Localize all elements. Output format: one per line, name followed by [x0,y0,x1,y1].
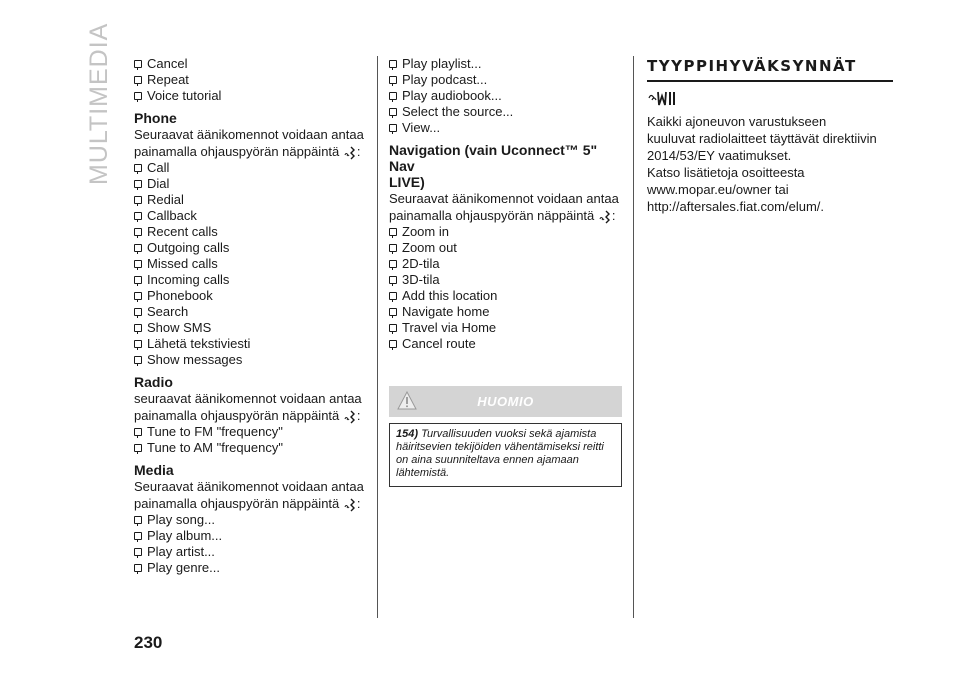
phone-intro: Seuraavat äänikomennot voidaan antaa painamalla ohjauspyörän näppäintä : [134,127,364,159]
bullet-icon [134,228,142,236]
list-item-label: Missed calls [147,256,218,271]
list-item-label: Play podcast... [402,72,488,87]
column-1 [134,56,366,576]
list-phone [134,160,366,368]
warning-banner [389,386,622,417]
list-top-col1 [134,56,366,104]
list-item-label: Voice tutorial [147,88,222,103]
list-item-label: Lähetä tekstiviesti [147,336,251,351]
list-item [134,160,366,176]
list-top-col2 [389,56,622,136]
list-item [134,88,366,104]
bullet-icon [389,340,397,348]
list-item-label: Callback [147,208,197,223]
bullet-icon [389,244,397,252]
warning-text: Turvallisuuden vuoksi sekä ajamista häiritsevien tekijöiden vähentämiseksi reitti on aina suunniteltava ennen ajamaan lähtemistä. [396,428,604,479]
warning-note [389,423,622,487]
bullet-icon [389,76,397,84]
list-item [134,320,366,336]
list-item [134,288,366,304]
list-item [134,256,366,272]
list-item [134,528,366,544]
list-item [389,256,622,272]
bullet-icon [389,260,397,268]
list-item-label: Redial [147,192,184,207]
list-item-label: View... [402,120,441,135]
heading-radio: Radio [134,374,173,390]
list-item [134,176,366,192]
list-item [389,56,622,72]
bullet-icon [134,548,142,556]
list-radio [134,424,366,456]
list-item [134,72,366,88]
list-item-label: Show messages [147,352,243,367]
list-item-label: Repeat [147,72,189,87]
bullet-icon [134,340,142,348]
list-item-label: 2D-tila [402,256,440,271]
list-item [389,320,622,336]
list-item-label: Play song... [147,512,215,527]
bullet-icon [134,444,142,452]
list-item [389,104,622,120]
bullet-icon [134,428,142,436]
list-item [134,56,366,72]
warning-title: HUOMIO [477,394,534,409]
list-item-label: 3D-tila [402,272,440,287]
bullet-icon [389,60,397,68]
list-media [134,512,366,576]
bullet-icon [134,308,142,316]
list-item [134,544,366,560]
heading-phone: Phone [134,110,177,126]
list-item-label: Dial [147,176,170,191]
list-item [389,272,622,288]
bullet-icon [134,164,142,172]
bullet-icon [134,292,142,300]
type-approval-text: Kaikki ajoneuvon varustukseen kuuluvat radiolaitteet täyttävät direktiivin 2014/53/EY vaatimukset. Katso lisätietoja osoitteesta www.mopar.eu/owner tai http://aftersales.fiat.com/elum/. [647,114,877,214]
column-3 [647,56,897,215]
list-navigation [389,224,622,352]
list-item [389,304,622,320]
list-item [134,440,366,456]
list-item-label: Outgoing calls [147,240,230,255]
list-item-label: Cancel route [402,336,476,351]
column-divider [377,56,378,618]
bullet-icon [389,108,397,116]
bullet-icon [134,60,142,68]
voice-command-icon [343,410,357,424]
column-divider [633,56,634,618]
bullet-icon [134,76,142,84]
list-item-label: Search [147,304,189,319]
list-item [389,288,622,304]
list-item-label: Phonebook [147,288,213,303]
list-item-label: Incoming calls [147,272,230,287]
bullet-icon [389,292,397,300]
list-item-label: Call [147,160,170,175]
list-item [389,88,622,104]
list-item-label: Play genre... [147,560,220,575]
radio-equipment-icon [647,88,693,108]
section-side-title: MULTIMEDIA [85,22,113,185]
heading-media: Media [134,462,174,478]
bullet-icon [389,124,397,132]
list-item [134,224,366,240]
list-item-label: Travel via Home [402,320,497,335]
list-item-label: Play album... [147,528,223,543]
list-item-label: Show SMS [147,320,212,335]
page-number: 230 [134,633,163,652]
list-item-label: Select the source... [402,104,514,119]
list-item [389,336,622,352]
warning-number: 154) [396,428,419,440]
bullet-icon [389,276,397,284]
bullet-icon [389,92,397,100]
list-item-label: Tune to AM "frequency" [147,440,283,455]
heading-navigation: Navigation (vain Uconnect™ 5" Nav LIVE) [389,142,598,190]
list-item [134,304,366,320]
bullet-icon [134,260,142,268]
list-item [389,120,622,136]
list-item-label: Zoom out [402,240,457,255]
voice-command-icon [343,146,357,160]
bullet-icon [389,228,397,236]
list-item-label: Cancel [147,56,188,71]
column-2 [389,56,622,487]
bullet-icon [134,196,142,204]
bullet-icon [134,276,142,284]
bullet-icon [134,532,142,540]
list-item-label: Play artist... [147,544,215,559]
list-item-label: Play playlist... [402,56,482,71]
radio-intro: seuraavat äänikomennot voidaan antaa painamalla ohjauspyörän näppäintä : [134,391,362,423]
voice-command-icon [598,210,612,224]
bullet-icon [134,564,142,572]
bullet-icon [134,356,142,364]
list-item [134,512,366,528]
list-item [134,240,366,256]
navigation-intro: Seuraavat äänikomennot voidaan antaa painamalla ohjauspyörän näppäintä : [389,191,619,223]
bullet-icon [389,308,397,316]
list-item [134,424,366,440]
list-item-label: Add this location [402,288,498,303]
bullet-icon [134,212,142,220]
list-item-label: Play audiobook... [402,88,502,103]
title-rule [647,80,893,82]
bullet-icon [134,180,142,188]
section-title-type-approvals: TYYPPIHYVÄKSYNNÄT [647,57,857,75]
list-item-label: Recent calls [147,224,218,239]
list-item-label: Zoom in [402,224,449,239]
bullet-icon [389,324,397,332]
list-item [134,336,366,352]
list-item [389,72,622,88]
bullet-icon [134,516,142,524]
bullet-icon [134,324,142,332]
bullet-icon [134,244,142,252]
list-item-label: Navigate home [402,304,490,319]
voice-command-icon [343,498,357,512]
list-item [134,352,366,368]
list-item-label: Tune to FM "frequency" [147,424,283,439]
list-item [389,240,622,256]
list-item [134,192,366,208]
media-intro: Seuraavat äänikomennot voidaan antaa painamalla ohjauspyörän näppäintä : [134,479,364,511]
bullet-icon [134,92,142,100]
list-item [389,224,622,240]
list-item [134,272,366,288]
list-item [134,208,366,224]
list-item [134,560,366,576]
